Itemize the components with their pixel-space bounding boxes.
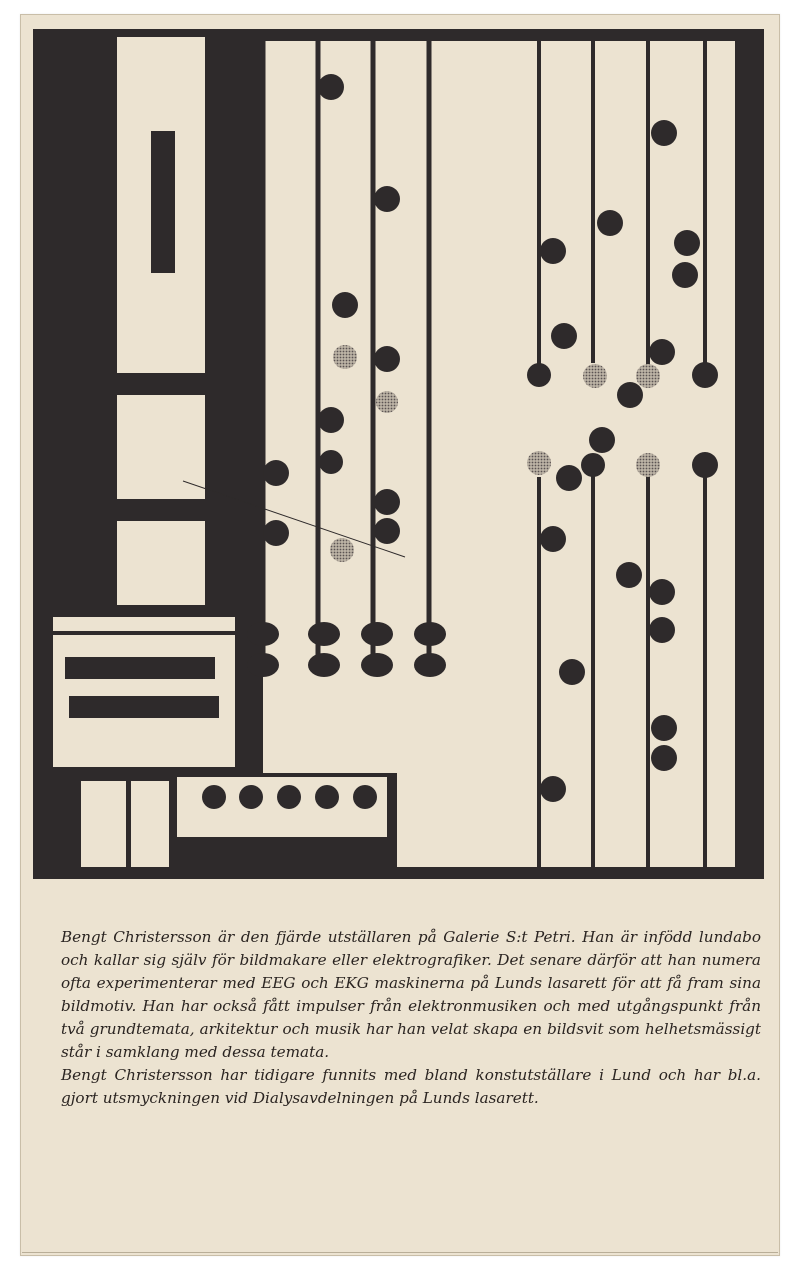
caption-paragraph-1: Bengt Christersson är den fjärde utställaren på Galerie S:t Petri. Han är infödd lundabo och kallar sig själv för bildmakare eller elektrografiker. Det senare därför att han numera ofta experimenterar med EEG och EKG maskinerna på Lunds lasarett för att få fram sina bildmotiv. Han har också fått impulser från elektronmusiken och med utgångspunkt från två grundtemata, arkitektur och musik har han velat skapa en bildsvit som helhetsmässigt står i samklang med dessa temata. [61, 928, 761, 1061]
left-panel-3 [117, 521, 205, 605]
slot-bar [151, 131, 175, 273]
bottom-box-1 [81, 781, 126, 867]
box-with-bars [53, 617, 235, 767]
bottom-box-2 [131, 781, 169, 867]
left-panel-2 [117, 395, 205, 499]
caption-paragraph-2: Bengt Christersson har tidigare funnits med bland konstutställare i Lund och har bl.a. gjort utsmyckningen vid Dialysavdelningen på Lunds lasarett. [61, 1066, 761, 1107]
caption-text [61, 926, 761, 1110]
artwork-svg [33, 29, 764, 879]
bottom-divider [22, 1252, 778, 1253]
artwork-image [33, 29, 764, 879]
